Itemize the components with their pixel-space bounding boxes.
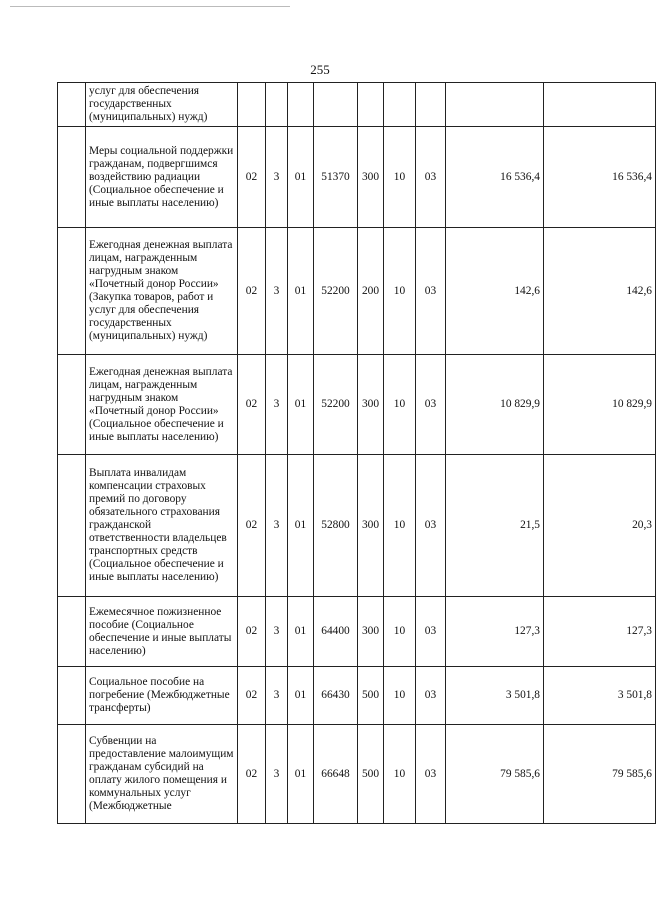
code-section: 10 [384, 127, 416, 228]
code-program: 3 [266, 228, 288, 355]
row-name: Ежемесячное пожизненное пособие (Социальное обеспечение и иные выплаты населению) [86, 597, 238, 667]
code-subprogram: 01 [288, 667, 314, 725]
page-number: 255 [310, 62, 330, 77]
table-row [58, 355, 656, 455]
table-row [58, 597, 656, 667]
code-article: 52800 [314, 455, 358, 597]
code-subprogram: 01 [288, 355, 314, 455]
code-expense-type [358, 83, 384, 127]
amount-1: 142,6 [446, 228, 544, 355]
table-row [58, 667, 656, 725]
row-name: Ежегодная денежная выплата лицам, награжденным нагрудным знаком «Почетный донор России» (Социальное обеспечение и иные выплаты населению) [86, 355, 238, 455]
code-ministry: 02 [238, 455, 266, 597]
blank-cell [58, 455, 86, 597]
row-name: Выплата инвалидам компенсации страховых премий по договору обязательного страхования гражданской ответственности владельцев транспортных средств (Социальное обеспечение и иные выплаты населению) [86, 455, 238, 597]
code-ministry: 02 [238, 228, 266, 355]
code-program: 3 [266, 667, 288, 725]
code-ministry [238, 83, 266, 127]
row-name: Меры социальной поддержки гражданам, подвергшимся воздействию радиации (Социальное обеспечение и иные выплаты населению) [86, 127, 238, 228]
blank-cell [58, 597, 86, 667]
code-subsection: 03 [416, 127, 446, 228]
amount-2: 142,6 [544, 228, 656, 355]
table-row [58, 725, 656, 824]
code-section: 10 [384, 597, 416, 667]
table-row [58, 228, 656, 355]
code-article: 52200 [314, 228, 358, 355]
code-section: 10 [384, 667, 416, 725]
code-subsection: 03 [416, 455, 446, 597]
code-subsection: 03 [416, 667, 446, 725]
code-ministry: 02 [238, 127, 266, 228]
code-subsection: 03 [416, 597, 446, 667]
code-section: 10 [384, 455, 416, 597]
code-subprogram: 01 [288, 597, 314, 667]
code-ministry: 02 [238, 355, 266, 455]
code-subprogram: 01 [288, 455, 314, 597]
amount-1: 3 501,8 [446, 667, 544, 725]
code-program: 3 [266, 455, 288, 597]
code-article: 66648 [314, 725, 358, 824]
row-name: Субвенции на предоставление малоимущим гражданам субсидий на оплату жилого помещения и коммунальных услуг (Межбюджетные [86, 725, 238, 824]
amount-2: 3 501,8 [544, 667, 656, 725]
code-section [384, 83, 416, 127]
amount-2: 10 829,9 [544, 355, 656, 455]
code-expense-type: 300 [358, 355, 384, 455]
blank-cell [58, 725, 86, 824]
blank-cell [58, 228, 86, 355]
code-article: 51370 [314, 127, 358, 228]
amount-1: 10 829,9 [446, 355, 544, 455]
row-name: услуг для обеспечения государственных (муниципальных) нужд) [86, 83, 238, 127]
blank-cell [58, 83, 86, 127]
code-expense-type: 200 [358, 228, 384, 355]
blank-cell [58, 355, 86, 455]
table-row [58, 83, 656, 127]
code-ministry: 02 [238, 667, 266, 725]
code-program: 3 [266, 597, 288, 667]
code-subsection [416, 83, 446, 127]
amount-1: 79 585,6 [446, 725, 544, 824]
code-subprogram [288, 83, 314, 127]
table-row [58, 455, 656, 597]
code-ministry: 02 [238, 725, 266, 824]
amount-2: 79 585,6 [544, 725, 656, 824]
amount-2: 16 536,4 [544, 127, 656, 228]
code-subsection: 03 [416, 228, 446, 355]
code-expense-type: 500 [358, 725, 384, 824]
code-section: 10 [384, 355, 416, 455]
code-ministry: 02 [238, 597, 266, 667]
code-expense-type: 300 [358, 455, 384, 597]
code-expense-type: 300 [358, 597, 384, 667]
table-row [58, 127, 656, 228]
code-article [314, 83, 358, 127]
code-program: 3 [266, 355, 288, 455]
code-section: 10 [384, 228, 416, 355]
blank-cell [58, 127, 86, 228]
code-article: 52200 [314, 355, 358, 455]
row-name: Ежегодная денежная выплата лицам, награжденным нагрудным знаком «Почетный донор России» (Закупка товаров, работ и услуг для обеспечения государственных (муниципальных) нужд) [86, 228, 238, 355]
amount-2: 20,3 [544, 455, 656, 597]
amount-1: 127,3 [446, 597, 544, 667]
code-program [266, 83, 288, 127]
code-section: 10 [384, 725, 416, 824]
budget-table [57, 82, 656, 824]
code-subsection: 03 [416, 725, 446, 824]
code-expense-type: 300 [358, 127, 384, 228]
code-subprogram: 01 [288, 127, 314, 228]
amount-1: 21,5 [446, 455, 544, 597]
amount-2: 127,3 [544, 597, 656, 667]
code-article: 66430 [314, 667, 358, 725]
code-expense-type: 500 [358, 667, 384, 725]
amount-1 [446, 83, 544, 127]
amount-2 [544, 83, 656, 127]
code-subprogram: 01 [288, 228, 314, 355]
row-name: Социальное пособие на погребение (Межбюджетные трансферты) [86, 667, 238, 725]
code-article: 64400 [314, 597, 358, 667]
code-subprogram: 01 [288, 725, 314, 824]
code-program: 3 [266, 127, 288, 228]
blank-cell [58, 667, 86, 725]
code-program: 3 [266, 725, 288, 824]
code-subsection: 03 [416, 355, 446, 455]
amount-1: 16 536,4 [446, 127, 544, 228]
scan-edge-line [10, 6, 290, 7]
